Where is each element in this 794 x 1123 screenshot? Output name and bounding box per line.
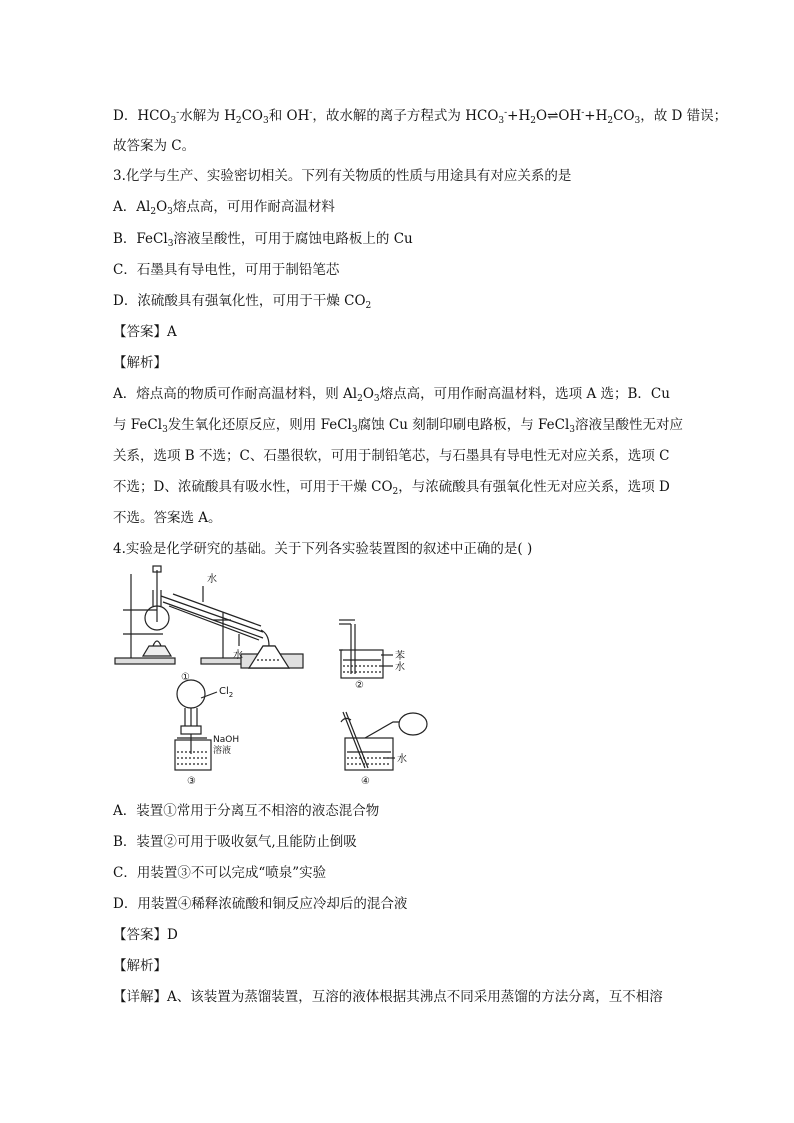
q4-detail: 【详解】A、该装置为蒸馏装置，互溶的液体根据其沸点不同采用蒸馏的方法分离，互不相溶: [113, 989, 663, 1005]
absorption-apparatus-drawing: [339, 620, 393, 678]
q4-stem: 4.实验是化学研究的基础。关于下列各实验装置图的叙述中正确的是( ): [113, 541, 533, 557]
q3-analysis-line-5: 不选。答案选 A。: [113, 510, 222, 526]
label-water-in: 水: [207, 574, 217, 585]
q3-analysis-line-2: 与 FeCl$_3$发生氧化还原反应，则用 FeCl$_3$腐蚀 Cu 刻制印刷电路板，与 FeCl$_3$溶液呈酸性无对应: [113, 417, 683, 435]
q2-option-d: D．$HCO_3^-$水解为 $H_2CO_3$和 OH-，故水解的离子方程式为 $HCO_3^-+H_2O\rightleftharpoons OH^-+H_2CO_3$，故 D 错误；: [113, 108, 728, 126]
label-cl2: $Cl_2$: [219, 686, 234, 699]
q3-analysis-line-3: 关系，选项 B 不选；C、石墨很软，可用于制铅笔芯，与石墨具有导电性无对应关系，选项 C: [113, 448, 670, 464]
label-apparatus-3: ③: [187, 776, 196, 787]
dilution-apparatus-drawing: [341, 712, 427, 770]
q3-option-b: B．FeCl$_3$溶液呈酸性，可用于腐蚀电路板上的 Cu: [113, 231, 413, 249]
label-water-dilution: 水: [397, 754, 407, 765]
apparatus-figure: [113, 562, 433, 792]
q3-analysis-line-4: 不选；D、浓硫酸具有吸水性，可用于干燥 $CO_2$，与浓硫酸具有强氧化性无对应关系，选项 D: [113, 479, 670, 497]
q4-option-d: D．用装置④稀释浓硫酸和铜反应冷却后的混合液: [113, 896, 408, 912]
label-solution: 溶液: [213, 746, 232, 756]
label-apparatus-4: ④: [361, 776, 370, 787]
q3-option-d: D．浓硫酸具有强氧化性，可用于干燥 $CO_2$: [113, 293, 372, 311]
q3-stem: 3.化学与生产、实验密切相关。下列有关物质的性质与用途具有对应关系的是: [113, 168, 572, 184]
label-water-out: 水: [233, 650, 243, 661]
q4-option-a: A．装置①常用于分离互不相溶的液态混合物: [113, 803, 380, 819]
label-benzene: 苯: [395, 651, 405, 662]
label-water-layer: 水: [395, 662, 405, 673]
fountain-apparatus-drawing: [175, 680, 217, 770]
q4-option-b: B．装置②可用于吸收氨气,且能防止倒吸: [113, 834, 357, 850]
q2-conclusion: 故答案为 C。: [113, 138, 196, 154]
q3-analysis-heading: 【解析】: [113, 355, 167, 371]
q4-answer: 【答案】D: [113, 927, 178, 943]
label-apparatus-1: ①: [181, 672, 190, 683]
label-naoh: NaOH: [213, 735, 240, 745]
q3-option-a: A．$Al_2O_3$熔点高，可用作耐高温材料: [113, 199, 335, 217]
label-apparatus-2: ②: [355, 680, 364, 691]
q4-option-c: C．用装置③不可以完成“喷泉”实验: [113, 865, 327, 881]
q4-analysis-heading: 【解析】: [113, 958, 167, 974]
q3-analysis-line-1: A．熔点高的物质可作耐高温材料，则 $Al_2O_3$熔点高，可用作耐高温材料，选项 A 选；B．Cu: [113, 386, 670, 404]
q3-option-c: C．石墨具有导电性，可用于制铅笔芯: [113, 262, 340, 278]
q3-answer: 【答案】A: [113, 324, 177, 340]
